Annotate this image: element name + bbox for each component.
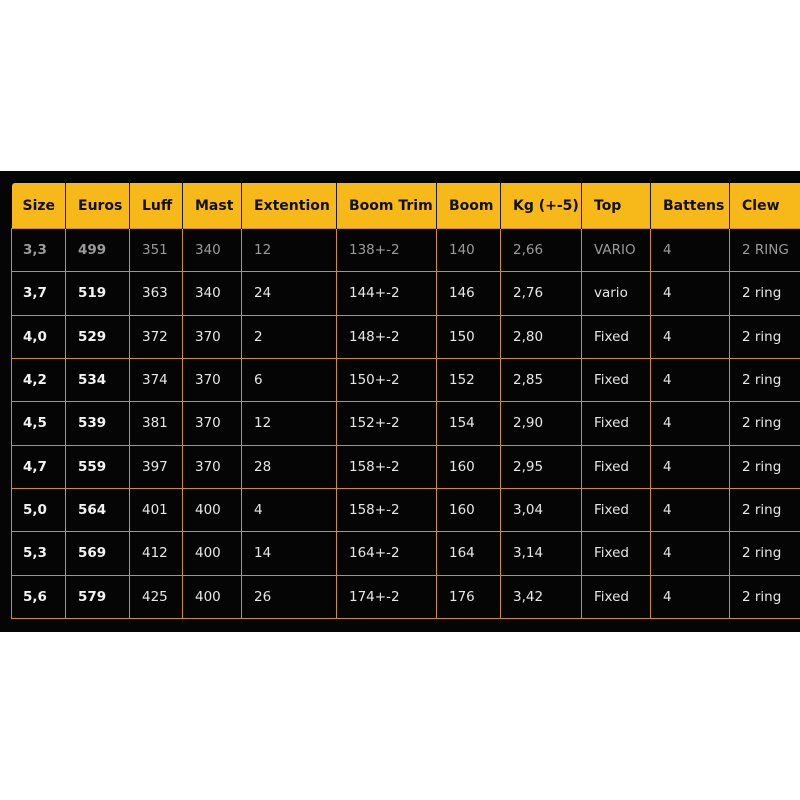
- cell-clew: 2 ring: [730, 358, 800, 401]
- cell-boom-trim: 150+-2: [337, 358, 437, 401]
- cell-boom: 176: [437, 575, 501, 618]
- cell-luff: 363: [130, 272, 183, 315]
- col-header-size: Size: [12, 183, 66, 229]
- cell-euros: 534: [66, 358, 130, 401]
- table-row: [12, 532, 800, 575]
- cell-battens: 4: [651, 488, 730, 531]
- cell-kg: 2,85: [501, 358, 582, 401]
- cell-clew: 2 ring: [730, 575, 800, 618]
- cell-extention: 4: [242, 488, 337, 531]
- cell-luff: 412: [130, 532, 183, 575]
- table-row: [12, 315, 800, 358]
- cell-boom: 160: [437, 488, 501, 531]
- cell-mast: 400: [183, 575, 242, 618]
- cell-top: Fixed: [582, 402, 651, 445]
- table-header-row: [12, 183, 800, 229]
- cell-boom-trim: 164+-2: [337, 532, 437, 575]
- cell-extention: 24: [242, 272, 337, 315]
- table-row: [12, 445, 800, 488]
- cell-top: Fixed: [582, 488, 651, 531]
- cell-extention: 14: [242, 532, 337, 575]
- cell-kg: 2,95: [501, 445, 582, 488]
- col-header-boom: Boom: [437, 183, 501, 229]
- cell-mast: 340: [183, 229, 242, 272]
- table-row: [12, 358, 800, 401]
- cell-boom: 146: [437, 272, 501, 315]
- cell-boom: 154: [437, 402, 501, 445]
- cell-kg: 3,14: [501, 532, 582, 575]
- cell-boom: 152: [437, 358, 501, 401]
- cell-mast: 400: [183, 488, 242, 531]
- col-header-boom-trim: Boom Trim: [337, 183, 437, 229]
- cell-kg: 2,66: [501, 229, 582, 272]
- cell-battens: 4: [651, 315, 730, 358]
- table-body: [12, 229, 800, 619]
- col-header-top: Top: [582, 183, 651, 229]
- cell-euros: 539: [66, 402, 130, 445]
- cell-luff: 372: [130, 315, 183, 358]
- cell-battens: 4: [651, 575, 730, 618]
- cell-luff: 397: [130, 445, 183, 488]
- cell-size: 3,3: [12, 229, 66, 272]
- cell-boom: 164: [437, 532, 501, 575]
- cell-clew: 2 ring: [730, 532, 800, 575]
- cell-battens: 4: [651, 402, 730, 445]
- cell-mast: 370: [183, 402, 242, 445]
- col-header-extention: Extention: [242, 183, 337, 229]
- cell-extention: 26: [242, 575, 337, 618]
- cell-boom-trim: 144+-2: [337, 272, 437, 315]
- cell-clew: 2 ring: [730, 402, 800, 445]
- col-header-luff: Luff: [130, 183, 183, 229]
- cell-battens: 4: [651, 229, 730, 272]
- cell-luff: 351: [130, 229, 183, 272]
- cell-boom-trim: 138+-2: [337, 229, 437, 272]
- cell-kg: 3,04: [501, 488, 582, 531]
- cell-size: 4,0: [12, 315, 66, 358]
- cell-extention: 12: [242, 402, 337, 445]
- cell-size: 5,0: [12, 488, 66, 531]
- cell-battens: 4: [651, 445, 730, 488]
- cell-size: 4,5: [12, 402, 66, 445]
- cell-extention: 6: [242, 358, 337, 401]
- table-row: [12, 488, 800, 531]
- cell-euros: 579: [66, 575, 130, 618]
- cell-boom: 160: [437, 445, 501, 488]
- cell-top: Fixed: [582, 575, 651, 618]
- cell-top: Fixed: [582, 315, 651, 358]
- cell-euros: 499: [66, 229, 130, 272]
- cell-kg: 2,90: [501, 402, 582, 445]
- cell-extention: 12: [242, 229, 337, 272]
- cell-top: VARIO: [582, 229, 651, 272]
- cell-kg: 3,42: [501, 575, 582, 618]
- cell-size: 5,3: [12, 532, 66, 575]
- cell-boom-trim: 152+-2: [337, 402, 437, 445]
- cell-clew: 2 RING: [730, 229, 800, 272]
- cell-size: 3,7: [12, 272, 66, 315]
- cell-battens: 4: [651, 272, 730, 315]
- cell-euros: 569: [66, 532, 130, 575]
- cell-clew: 2 ring: [730, 445, 800, 488]
- cell-boom: 140: [437, 229, 501, 272]
- cell-mast: 370: [183, 315, 242, 358]
- cell-mast: 370: [183, 358, 242, 401]
- cell-top: vario: [582, 272, 651, 315]
- cell-luff: 425: [130, 575, 183, 618]
- cell-euros: 529: [66, 315, 130, 358]
- cell-mast: 370: [183, 445, 242, 488]
- cell-boom-trim: 158+-2: [337, 445, 437, 488]
- cell-euros: 559: [66, 445, 130, 488]
- cell-kg: 2,76: [501, 272, 582, 315]
- cell-mast: 340: [183, 272, 242, 315]
- cell-boom-trim: 158+-2: [337, 488, 437, 531]
- table-row: [12, 272, 800, 315]
- cell-boom-trim: 174+-2: [337, 575, 437, 618]
- cell-size: 4,7: [12, 445, 66, 488]
- sail-spec-table: [11, 183, 800, 619]
- cell-clew: 2 ring: [730, 272, 800, 315]
- cell-boom: 150: [437, 315, 501, 358]
- col-header-clew: Clew: [730, 183, 800, 229]
- cell-euros: 564: [66, 488, 130, 531]
- cell-luff: 381: [130, 402, 183, 445]
- cell-battens: 4: [651, 358, 730, 401]
- col-header-mast: Mast: [183, 183, 242, 229]
- col-header-kg: Kg (+-5): [501, 183, 582, 229]
- cell-extention: 2: [242, 315, 337, 358]
- table-row: [12, 229, 800, 272]
- cell-top: Fixed: [582, 358, 651, 401]
- cell-luff: 374: [130, 358, 183, 401]
- cell-battens: 4: [651, 532, 730, 575]
- cell-euros: 519: [66, 272, 130, 315]
- cell-mast: 400: [183, 532, 242, 575]
- cell-boom-trim: 148+-2: [337, 315, 437, 358]
- table-row: [12, 402, 800, 445]
- cell-top: Fixed: [582, 532, 651, 575]
- cell-kg: 2,80: [501, 315, 582, 358]
- cell-extention: 28: [242, 445, 337, 488]
- cell-luff: 401: [130, 488, 183, 531]
- cell-size: 5,6: [12, 575, 66, 618]
- cell-top: Fixed: [582, 445, 651, 488]
- cell-clew: 2 ring: [730, 488, 800, 531]
- table-row: [12, 575, 800, 618]
- col-header-euros: Euros: [66, 183, 130, 229]
- cell-size: 4,2: [12, 358, 66, 401]
- col-header-battens: Battens: [651, 183, 730, 229]
- cell-clew: 2 ring: [730, 315, 800, 358]
